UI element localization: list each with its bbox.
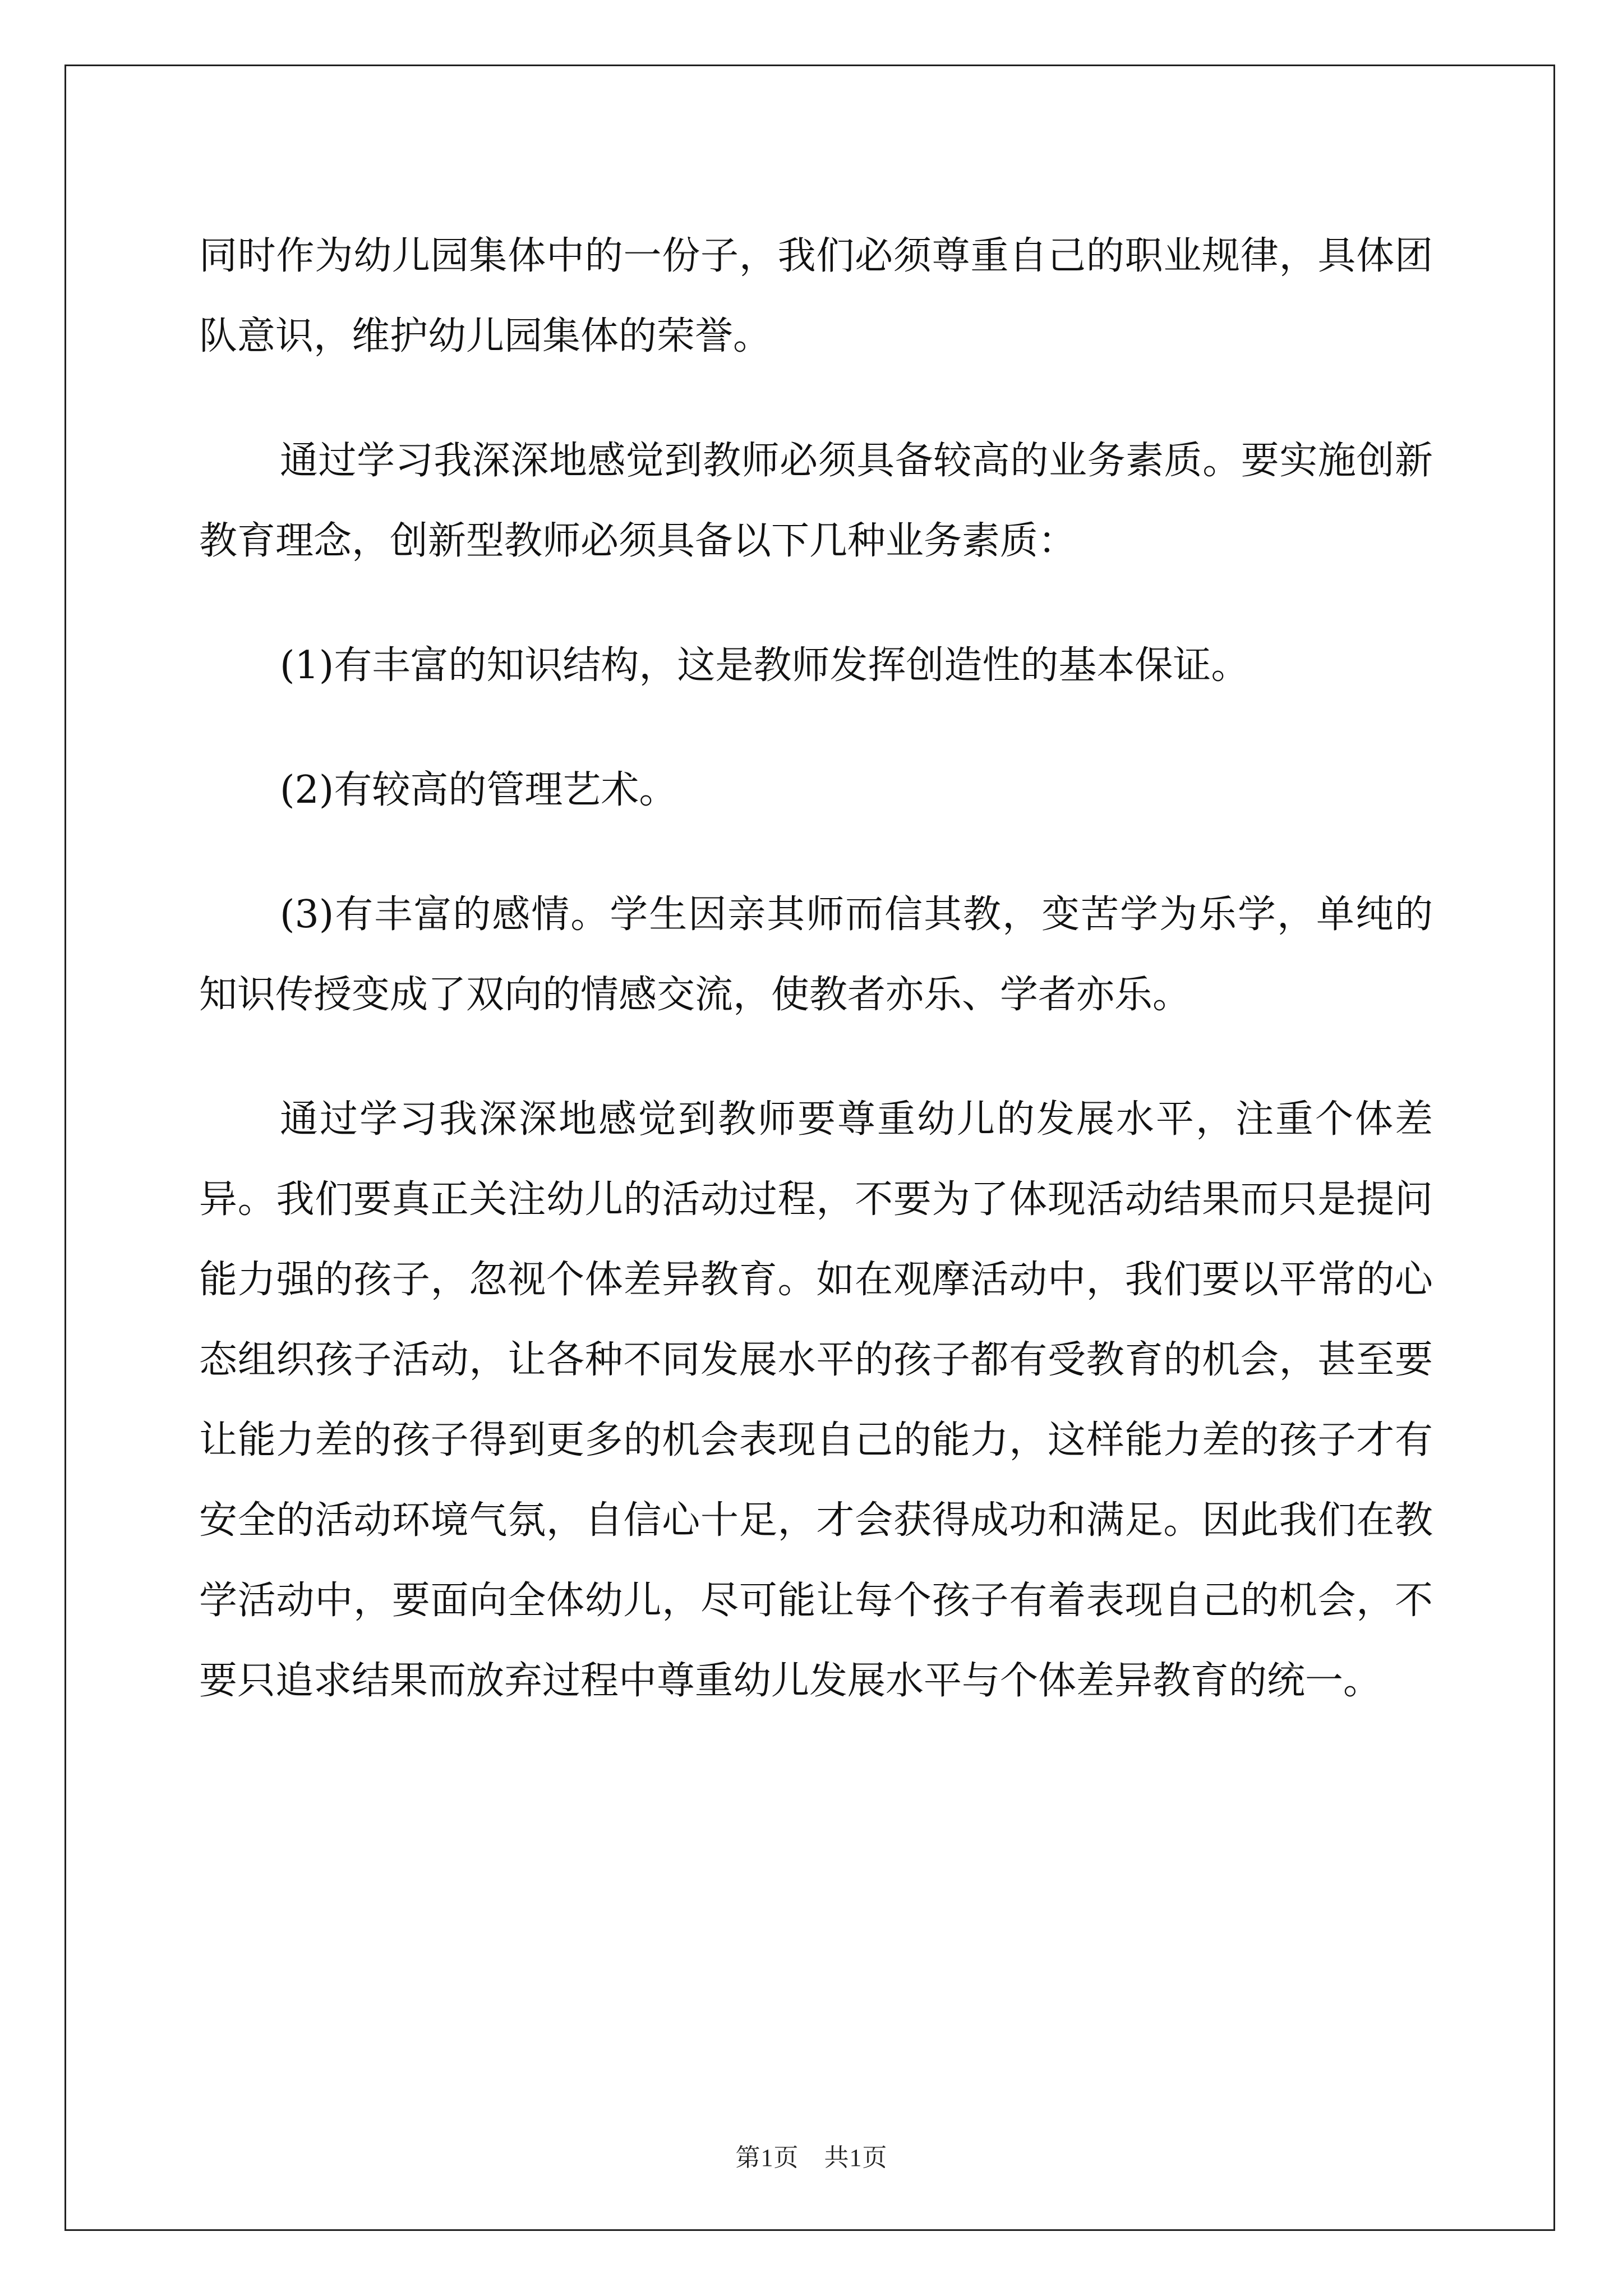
paragraph-4: (2)有较高的管理艺术。 — [280, 768, 677, 812]
paragraph-1: 同时作为幼儿园集体中的一份子，我们必须尊重自己的职业规律，具体团队意识，维护幼儿园集体的荣誉。 — [199, 234, 1433, 358]
paragraph-6: 通过学习我深深地感觉到教师要尊重幼儿的发展水平，注重个体差异。我们要真正关注幼儿的活动过程，不要为了体现活动结果而只是提问能力强的孩子，忽视个体差异教育。如在观摩活动中，我们要以平常的心态组织孩子活动，让各种不同发展水平的孩子都有受教育的机会，甚至要让能力差的孩子得到更多的机会表现自己的能力，这样能力差的孩子才有安全的活动环境气氛，自信心十足，才会获得成功和满足。因此我们在教学活动中，要面向全体幼儿，尽可能让每个孩子有着表现自己的机会，不要只追求结果而放弃过程中尊重幼儿发展水平与个体差异教育的统一。 — [199, 1097, 1433, 1703]
paragraph-2: 通过学习我深深地感觉到教师必须具备较高的业务素质。要实施创新教育理念，创新型教师必须具备以下几种业务素质： — [199, 439, 1433, 563]
document-body — [199, 216, 1433, 1765]
paragraph-5: (3)有丰富的感情。学生因亲其师而信其教，变苦学为乐学，单纯的知识传授变成了双向的情感交流，使教者亦乐、学者亦乐。 — [199, 892, 1433, 1017]
page-footer: 第1页 共1页 — [735, 2144, 888, 2171]
paragraph-3: (1)有丰富的知识结构，这是教师发挥创造性的基本保证。 — [280, 643, 1249, 688]
